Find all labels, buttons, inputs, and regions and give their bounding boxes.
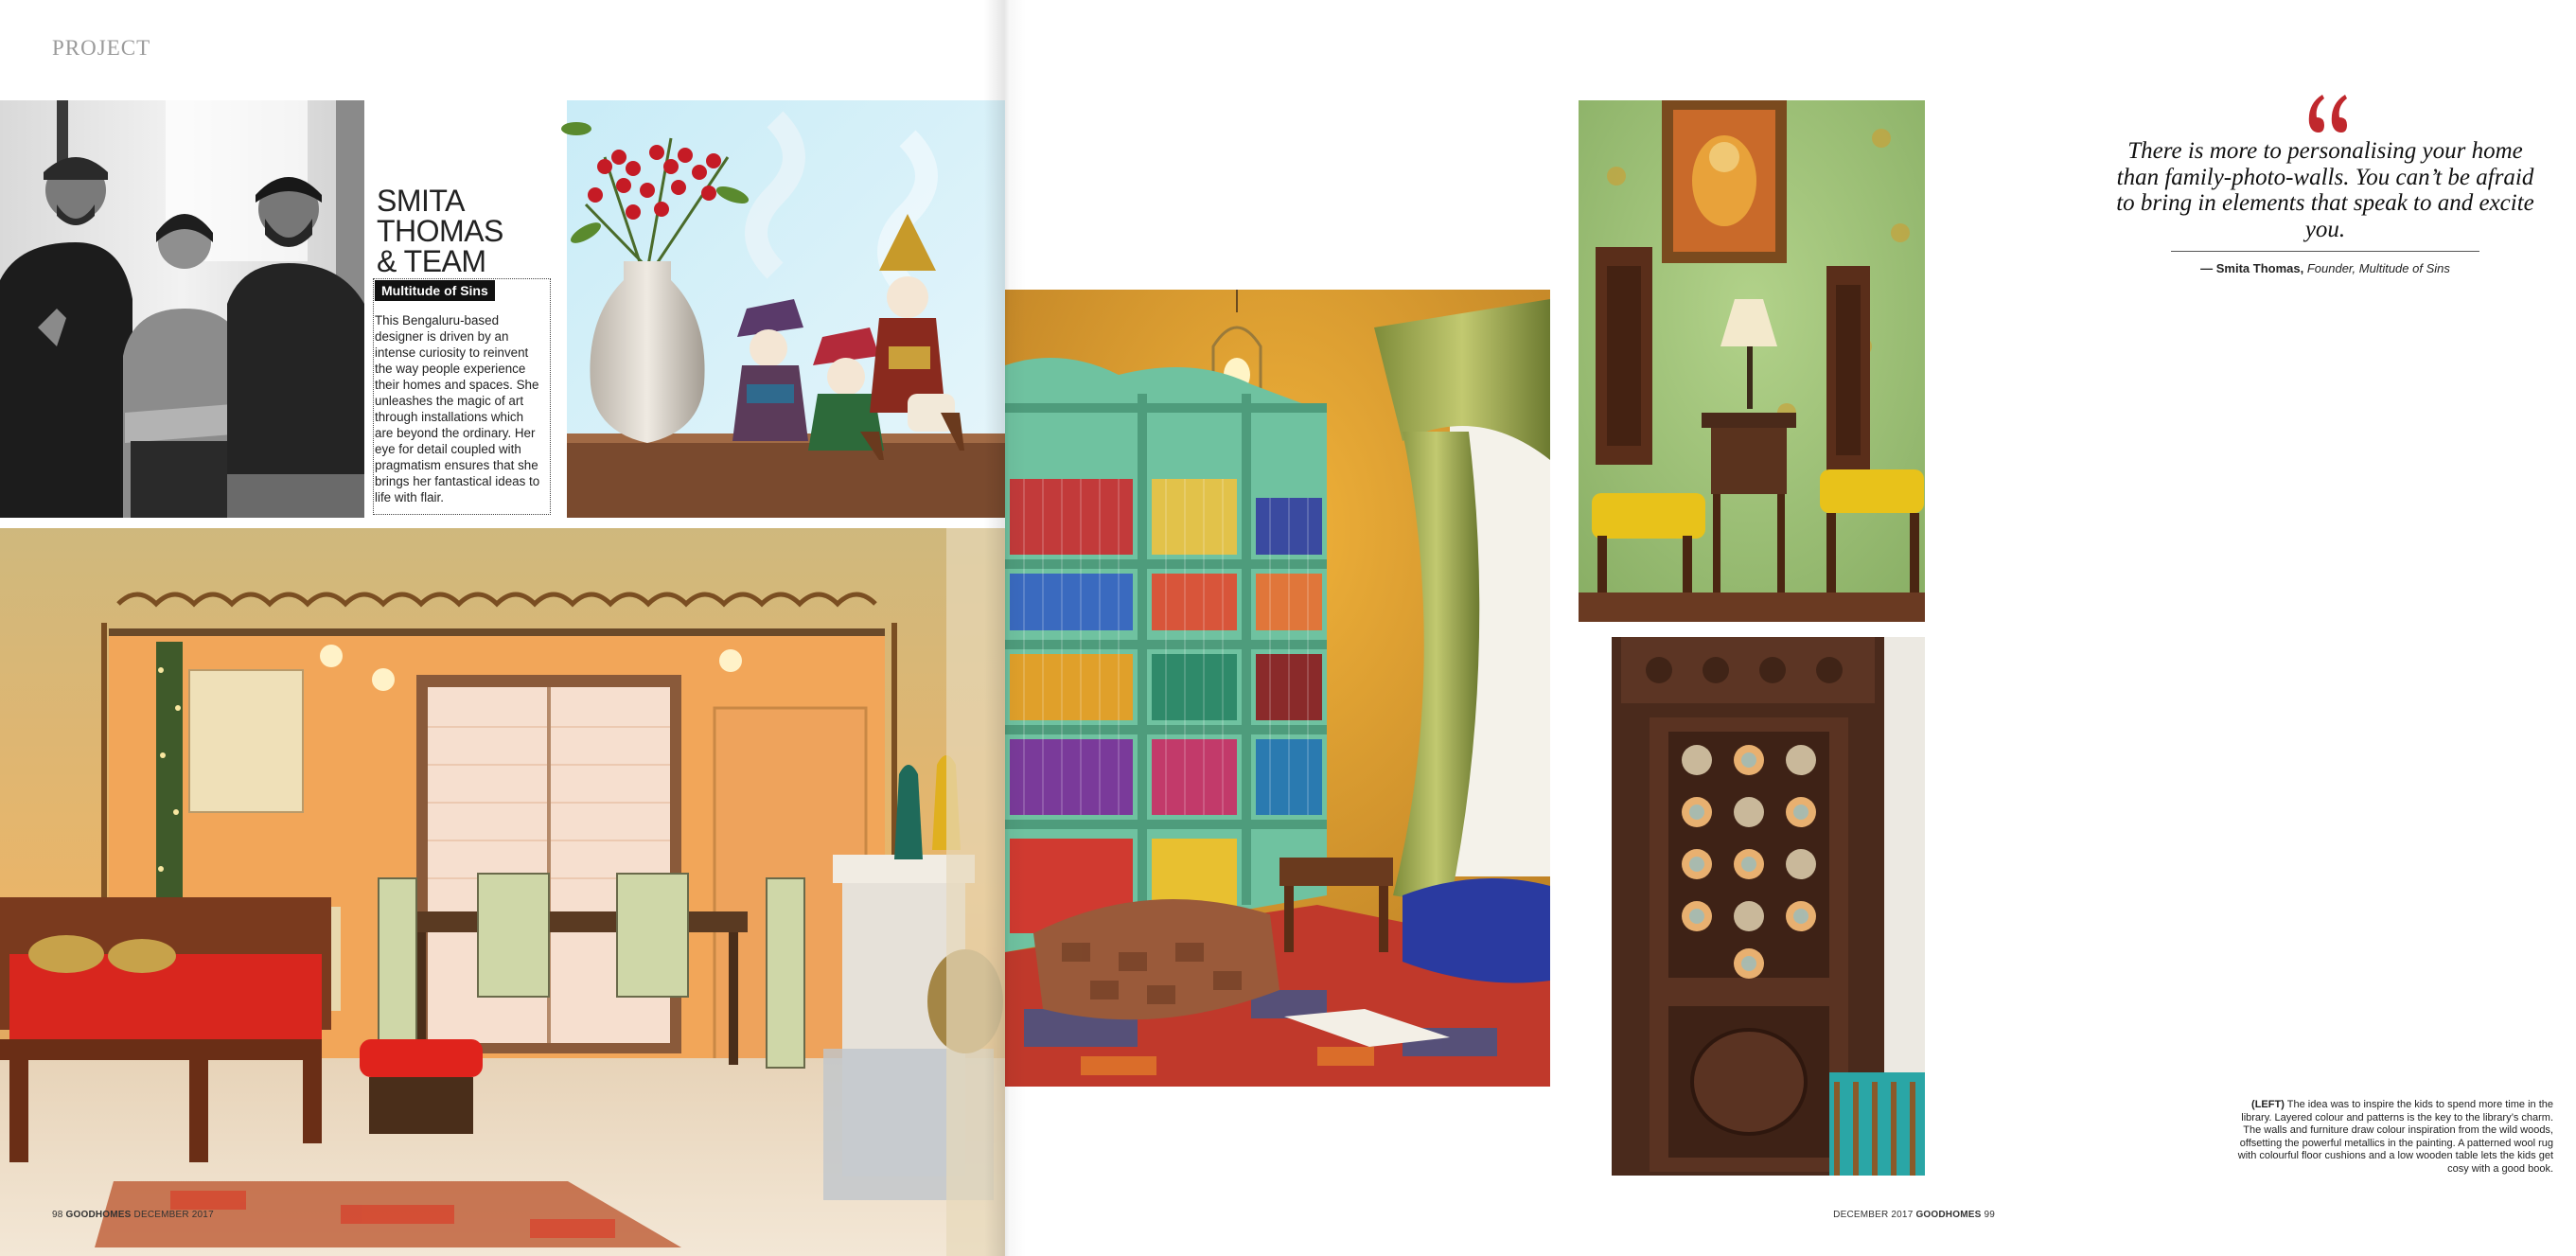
carved-door-photo — [1612, 637, 1925, 1176]
photo-caption — [2235, 1099, 2553, 1176]
library-reading-nook-photo — [1005, 290, 1550, 1087]
designer-name — [377, 186, 503, 276]
left-page-number: 98 — [52, 1210, 63, 1220]
caption-text: The idea was to inspire the kids to spend more time in the library. Layered colour and patterns is the key to the library’s charm. The walls and furniture draw colour inspiration from the wild woods, offsetting the powerful metallics in the painting. A patterned wool rug with colourful floor cushions and a low wooden table lets the kids get cosy with a good book. — [2237, 1099, 2553, 1175]
name-line-3: & TEAM — [377, 244, 486, 278]
quote-attribution — [2074, 261, 2576, 275]
right-page — [1005, 0, 2553, 1256]
section-tag: PROJECT — [52, 36, 151, 60]
quote-mark-icon — [2303, 89, 2349, 136]
right-page-number: 99 — [1984, 1210, 1995, 1220]
quote-attribution-name: — Smita Thomas, — [2200, 261, 2304, 275]
firm-label-badge: Multitude of Sins — [375, 280, 495, 301]
left-issue-date: DECEMBER 2017 — [133, 1210, 214, 1220]
left-magazine-name: GOODHOMES — [65, 1210, 132, 1220]
right-folio — [1833, 1210, 1995, 1220]
name-line-2: THOMAS — [377, 214, 503, 248]
dining-room-photo — [0, 528, 1005, 1256]
vase-and-dolls-photo — [567, 100, 1005, 518]
right-issue-date: DECEMBER 2017 — [1833, 1210, 1914, 1220]
caption-label: (LEFT) — [2251, 1099, 2285, 1110]
quote-attribution-role: Founder, Multitude of Sins — [2306, 261, 2450, 275]
quote-divider — [2171, 251, 2479, 252]
right-magazine-name: GOODHOMES — [1915, 1210, 1982, 1220]
designer-bio: This Bengaluru-based designer is driven by an intense curiosity to reinvent the way people experience their homes and spaces. She unleashes the magic of art through installations which are beyond the ordinary. Her eye for detail coupled with pragmatism ensures that she brings her fantastical ideas to life with flair. — [375, 313, 540, 504]
green-wall-chairs-photo — [1579, 100, 1925, 622]
left-page — [0, 0, 1005, 1256]
name-line-1: SMITA — [377, 184, 465, 218]
left-folio — [52, 1210, 214, 1220]
pull-quote: There is more to personalising your home than family-photo-walls. You can’t be afraid to bring in elements that speak to and excite you. — [2116, 138, 2534, 242]
team-portrait-photo — [0, 100, 364, 518]
